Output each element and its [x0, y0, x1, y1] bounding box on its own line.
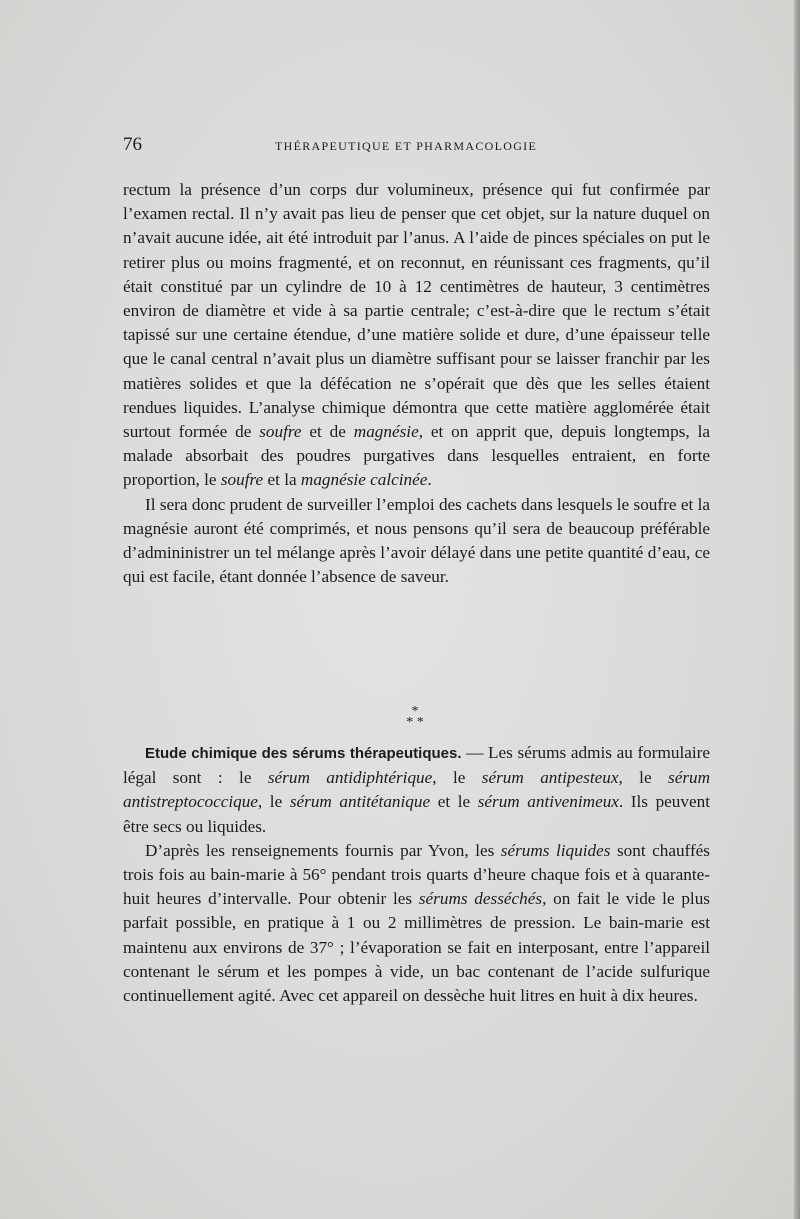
running-title: THÉRAPEUTIQUE ET PHARMACOLOGIE [275, 139, 538, 153]
asterism-divider [395, 706, 435, 732]
section-title: Etude chimique des sérums thérapeutiques. [145, 745, 462, 762]
text-block-upper [123, 178, 710, 589]
asterism-bottom: * * [406, 715, 424, 730]
asterism-top: * [411, 704, 419, 719]
page-edge-shadow [794, 0, 800, 1219]
page-number: 76 [123, 134, 142, 155]
paragraph-serums: Etude chimique des sérums thérapeutiques. — Les sérums admis au formulaire légal sont : le sérum antidiphtérique, le sérum antipesteux, le sérum antistreptococcique, le sérum antitétanique et le sérum antivenimeux. Ils peuvent être secs ou liquides. [123, 743, 711, 836]
paragraph-rectum: rectum la présence d’un corps dur volumineux, présence qui fut confirmée par l’examen rectal. Il n’y avait pas lieu de penser que cet objet, sur la nature duquel on n’avait aucune idée, ait été introduit par l’anus. A l’aide de pinces spéciales on put le retirer plus ou moins fragmenté, et on reconnut, en réunissant ces fragments, qu’il était constitué par un cylindre de 10 à 12 centimètres de hauteur, 3 centimètres environ de diamètre et vide à sa partie centrale; c’est-à-dire que le rectum s’était tapissé sur une certaine étendue, d’une matière solide et dure, d’une épaisseur telle que le canal central n’avait plus un diamètre suffisant pour se laisser franchir par les matières solides et que la défécation ne s’opérait que dès que les selles étaient rendues liquides. L’analyse chimique démontra que cette matière agglomérée était surtout formée de soufre et de magnésie, et on apprit que, depuis longtemps, la malade absorbait des poudres purgatives dans lesquelles entraient, en forte proportion, le soufre et la magnésie calcinée. [123, 180, 710, 490]
text-block-lower [123, 741, 710, 1008]
paragraph-prudent: Il sera donc prudent de surveiller l’emploi des cachets dans lesquels le soufre et la magnésie auront été comprimés, et nous pensons qu’il sera de beaucoup préférable d’admininistrer un tel mélange après l’avoir délayé dans une petite quantité d’eau, ce qui est facile, étant donnée l’absence de saveur. [123, 494, 710, 587]
paragraph-yvon: D’après les renseignements fournis par Yvon, les sérums liquides sont chauffés trois fois au bain-marie à 56° pendant trois quarts d’heure chaque fois et à quarante-huit heures d’intervalle. Pour obtenir les sérums desséchés, on fait le vide le plus parfait possible, en pratique à 1 ou 2 millimètres de pression. Le bain-marie est maintenu aux environs de 37° ; l’évaporation se fait en interposant, entre l’appareil contenant le sérum et les pompes à vide, un bac contenant de l’acide sulfurique continuellement agité. Avec cet appareil on dessèche huit litres en huit à dix heures. [123, 840, 710, 1006]
page-header [123, 134, 708, 160]
